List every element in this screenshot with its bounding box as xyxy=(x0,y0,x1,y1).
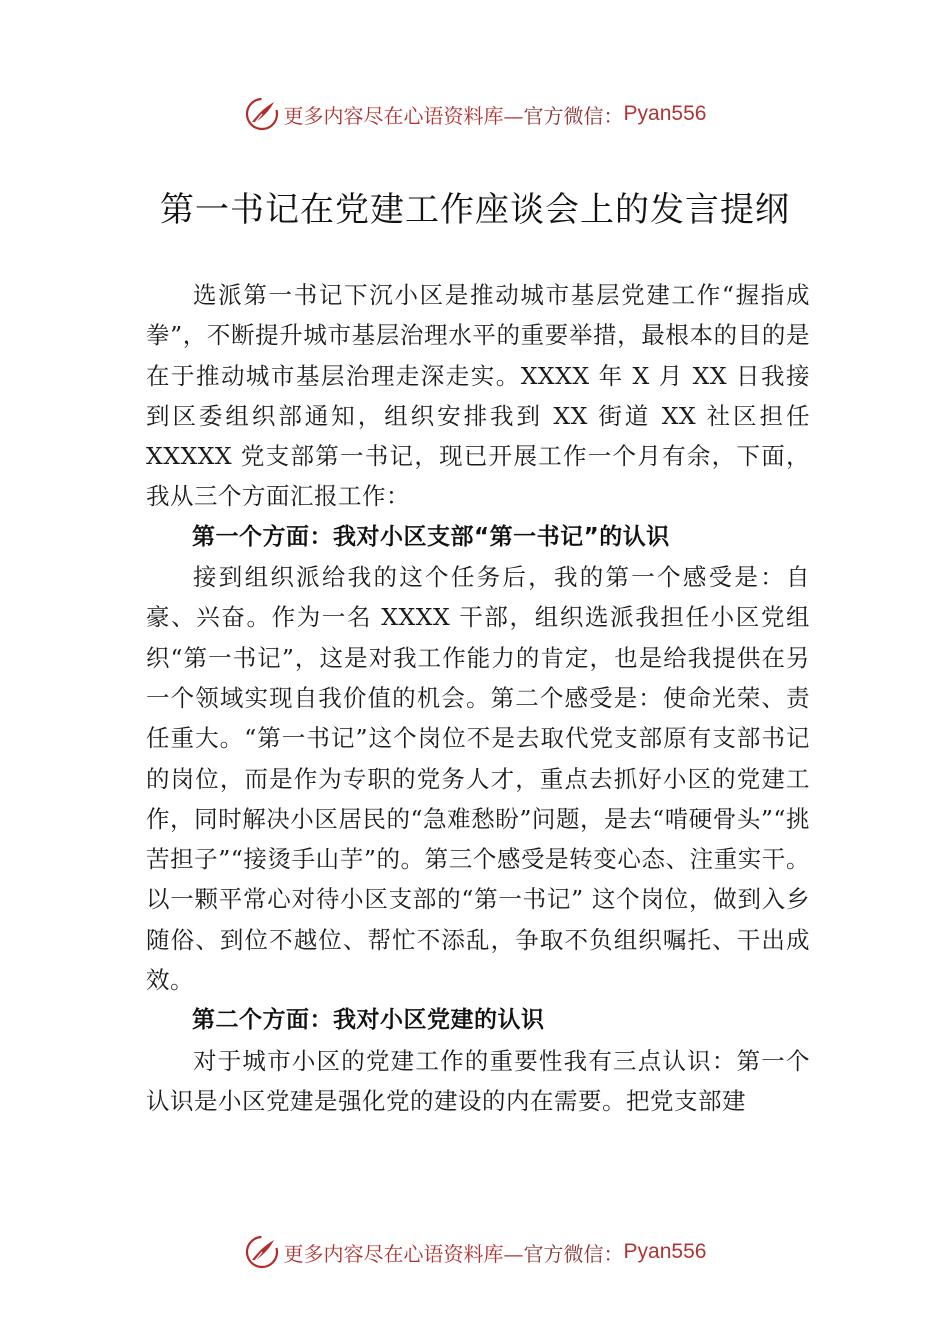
paragraph: 对于城市小区的党建工作的重要性我有三点认识：第一个认识是小区党建是强化党的建设的内在需要。把党支部建 xyxy=(146,1046,810,1115)
paragraph: 选派第一书记下沉小区是推动城市基层党建工作“握指成拳”，不断提升城市基层治理水平的重要举措，最根本的目的是在于推动城市基层治理走深走实。XXXX 年 X 月 XX 日我接到区委组织部通知，组织安排我到 XX 街道 XX 社区担任 XXXXX 党支部第一书记，现已开展工作一个月有余，下面，我从三个方面汇报工作： xyxy=(146,281,810,511)
header-banner xyxy=(0,94,950,134)
wechat-id: Pyan556 xyxy=(623,102,707,125)
section-heading: 第二个方面：我对小区党建的认识 xyxy=(192,1007,545,1034)
document-body xyxy=(146,275,810,1121)
wechat-label: 官方微信： xyxy=(523,1241,624,1266)
paragraph: 接到组织派给我的这个任务后，我的第一个感受是：自豪、兴奋。作为一名 XXXX 干部，组织选派我担任小区党组织“第一书记”，这是对我工作能力的肯定，也是给我提供在另一个领域实现自我价值的机会。第二个感受是：使命光荣、责任重大。“第一书记”这个岗位不是去取代党支部原有支部书记的岗位，而是作为专职的党务人才，重点去抓好小区的党建工作，同时解决小区居民的“急难愁盼”问题，是去“啃硬骨头”“挑苦担子”“接烫手山芋”的。第三个感受是转变心态、注重实干。以一颗平常心对待小区支部的“第一书记” 这个岗位，做到入乡随俗、到位不越位、帮忙不添乱，争取不负组织嘱托、干出成效。 xyxy=(146,563,810,995)
banner-text: 更多内容尽在心语资料库— xyxy=(283,1241,524,1266)
footer-banner xyxy=(0,1232,950,1272)
wechat-id: Pyan556 xyxy=(623,1240,707,1263)
banner-text: 更多内容尽在心语资料库— xyxy=(283,103,524,128)
quill-logo-icon xyxy=(244,1234,280,1270)
quill-logo-icon xyxy=(244,96,280,132)
section-heading: 第一个方面：我对小区支部“第一书记”的认识 xyxy=(192,523,670,550)
wechat-label: 官方微信： xyxy=(523,103,624,128)
document-title: 第一书记在党建工作座谈会上的发言提纲 xyxy=(160,190,790,230)
